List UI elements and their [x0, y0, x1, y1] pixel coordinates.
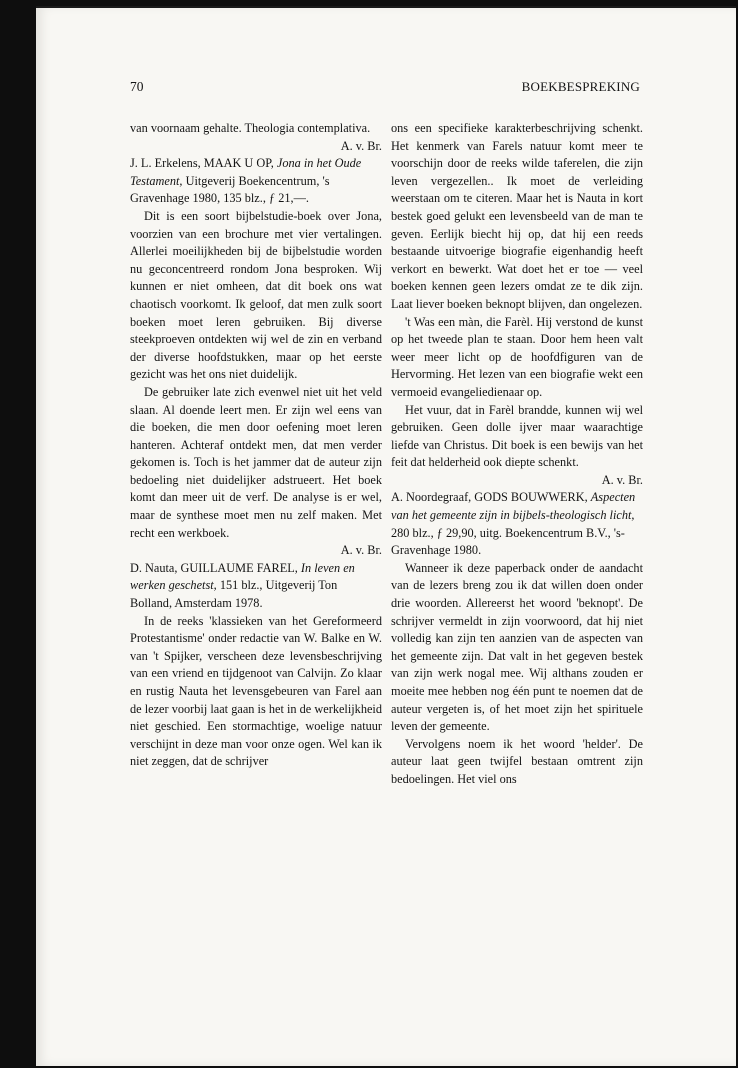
review-paragraph: In de reeks 'klassieken van het Gereformeerd Protestantisme' onder redactie van W. Balke en W. van 't Spijker, verscheen deze levensbeschrijving van een vriend en tijdgenoot van Calvijn. Zo klaar en rustig Nauta het levensgebeuren van Farel aan de lezer voorbij laat gaan is het in de werkelijkheid niet geschied. Een stormachtige, woelige natuur verschijnt in deze man voor onze ogen. Wel kan ik niet zeggen, dat de schrijver	[130, 613, 382, 769]
right-column	[391, 120, 643, 789]
review-paragraph: Vervolgens noem ik het woord 'helder'. De auteur laat geen twijfel bestaan omtrent zijn bedoelingen. Het viel ons	[391, 736, 643, 786]
ref-title-italic: In leven en werken geschetst,	[130, 560, 355, 593]
signature: A. v. Br.	[340, 543, 382, 558]
ref-publication: 151 blz., Uitgeverij Ton Bolland, Amsterdam 1978.	[130, 578, 338, 611]
ref-title-italic: Aspecten van het gemeente zijn in bijbels-theologisch licht,	[391, 490, 636, 523]
ref-publication: 280 blz., ƒ 29,90, uitg. Boekencentrum B.V., 's-Gravenhage 1980.	[391, 525, 625, 558]
review-text: Door hem heen valt weer meer licht op de hoofdfiguren van de Hervorming. Het lezen van een biografie wekt een vermoeid evangeliedienaar op.	[391, 332, 644, 399]
review-text: 't Was een màn, die Farèl. Hij verstond de kunst op het tweede plan te staan.	[391, 314, 643, 347]
page-top-edge	[36, 6, 736, 8]
review-paragraph: ons een specifieke karakterbeschrijving schenkt. Het kenmerk van Farels natuur komt meer te voorschijn door de reeks wilde taferelen, die zijn leven vergezellen.. Ik moet de verleiding weerstaan om te citeren. Maar het is Nauta in kort bestek goed gelukt een levensbeeld van de man te geven. Eerlijk biecht hij op, dat hij een reeds bestaande uitvoerige biografie eigenhandig heeft verkort en bewerkt. Wat doet het er toe — veel boeken kennen geen lezers omdat ze te dik zijn. Laat liever boeken beknopt blijven, dan ongelezen.	[391, 121, 643, 311]
review-paragraph: Wanneer ik deze paperback onder de aandacht van de lezers breng zou ik dat willen doen onder drie woorden. Allereerst het woord 'beknopt'. De schrijver vermeldt in zijn voorwoord, dat hij niet volledig kan zijn ten aanzien van de aspecten van het gemeente zijn. Dat valt in het gegeven bestek van zijn werk nogal mee. Wij althans zouden er moeite mee hebben nog één punt te noemen dat de auteur vergeten is, of het moet zijn het spirituele leven der gemeente.	[391, 560, 643, 734]
review-paragraph	[391, 314, 643, 402]
ref-author: D. Nauta, GUILLAUME FAREL,	[130, 560, 298, 575]
book-reference	[130, 155, 382, 208]
signature: A. v. Br.	[601, 472, 643, 487]
left-column	[130, 120, 382, 771]
ref-title-italic: Jona in het Oude Testament,	[130, 156, 362, 188]
book-reference	[391, 489, 643, 559]
intro-text: van voornaam gehalte. Theologia contemplativa.	[130, 121, 371, 135]
ref-publication: Uitgeverij Boekencentrum, 's Gravenhage 1980, 135 blz., ƒ 21,—.	[130, 173, 330, 206]
ref-author: A. Noordegraaf, GODS BOUWWERK,	[391, 490, 588, 505]
review-paragraph: Het vuur, dat in Farèl brandde, kunnen wij wel gebruiken. Geen dolle ijver maar waarachtige liefde van Christus. Dit boek is een bewijs van het feit dat helderheid ook diepte schenkt.	[391, 402, 643, 470]
review-paragraph: De gebruiker late zich evenwel niet uit het veld slaan. Al doende leert men. Er zijn wel eens van die boeken, die men door oefening moet leren hanteren. Achteraf ontdekt men, dat men verder gekomen is. Toch is het jammer dat de auteur zijn bedoeling niet duidelijker adstrueert. Het boek komt dan meer uit de verf. De analyse is er wel, maar de synthese moet men nu zelf maken. Met recht een werkboek.	[130, 384, 382, 540]
page-number: 70	[130, 79, 144, 94]
signature: A. v. Br.	[340, 138, 382, 153]
ref-author: J. L. Erkelens,	[130, 156, 201, 171]
book-reference	[130, 560, 382, 613]
ref-title-upper: MAAK U OP,	[203, 156, 274, 171]
review-paragraph: Dit is een soort bijbelstudie-boek over Jona, voorzien van een brochure met vier vertalingen. Allerlei moeilijkheden bij de bijbelstudie worden nu geconcentreerd rondom Jona besproken. Wij kunnen er niet omheen, dat dit boek ons wat chaotisch voorkomt. Ik geloof, dat men zulk soort boeken moet leren gebruiken. Bij diverse steekproeven ontdekten wij wel de zin en verband der diverse hoofdstukken, maar op het eerste gezicht was het ons niet duidelijk.	[130, 208, 382, 382]
running-title: BOEKBESPREKING	[521, 79, 640, 94]
